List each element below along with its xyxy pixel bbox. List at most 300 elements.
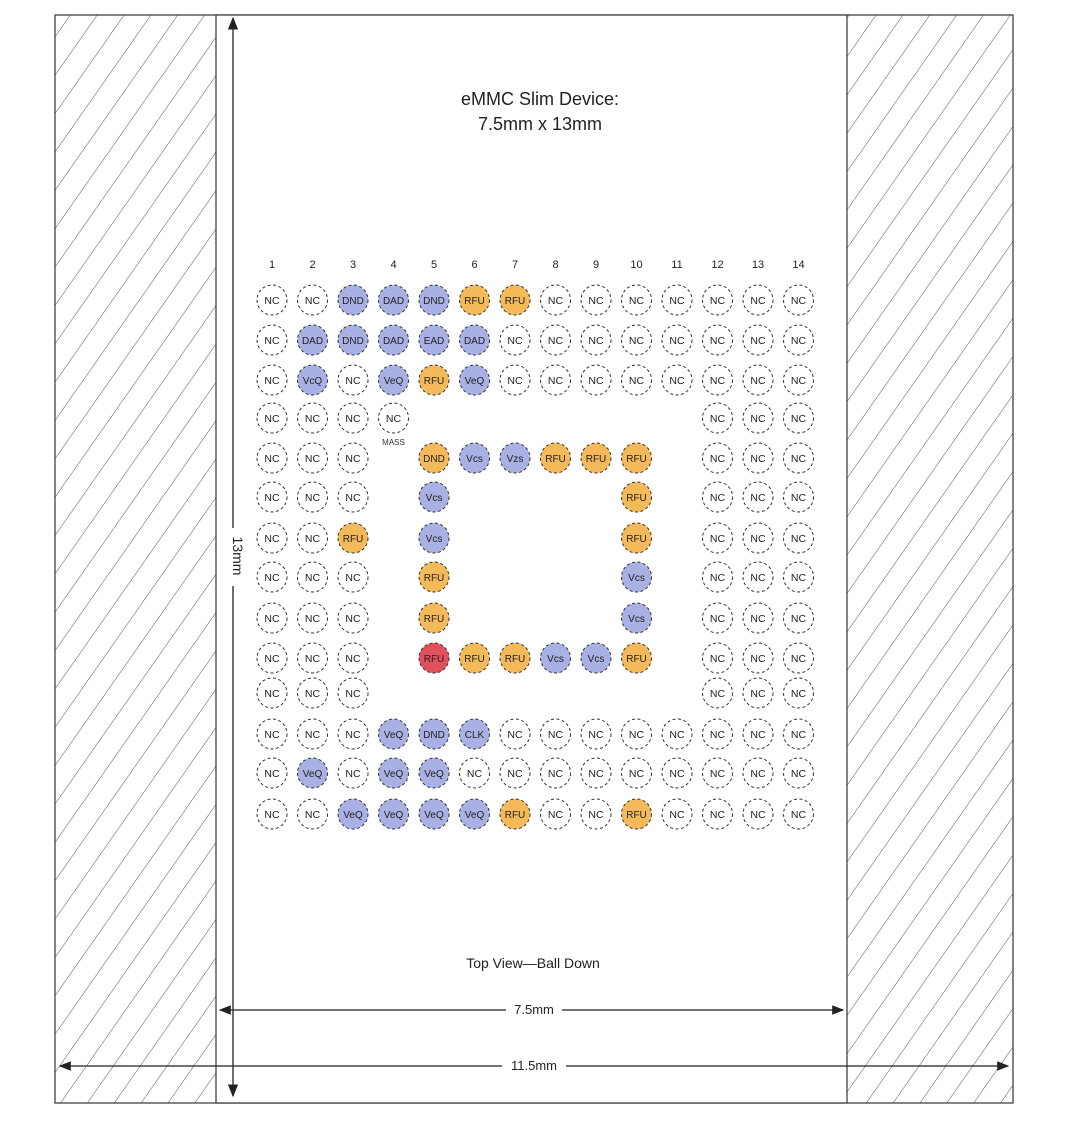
ball-label: NC [264,492,280,504]
ball [703,365,733,395]
ball-label: NC [264,653,280,665]
ball [743,325,773,355]
ball-label: RFU [423,614,445,625]
ball-label: NC [750,492,766,504]
ball [338,443,368,473]
column-label: 1 [268,259,276,271]
ball [460,643,490,673]
ball [460,285,490,315]
ball-label: NC [264,375,280,387]
ball-label: RFU [545,454,566,465]
ball [784,523,814,553]
ball-label: NC [709,492,726,504]
ball [541,799,571,829]
ball [419,285,449,315]
ball [622,325,652,355]
ball-label: RFU [626,454,647,465]
ball [784,643,814,673]
ball [338,365,368,395]
ball [257,562,287,592]
ball [784,325,814,355]
ball-label: NC [588,375,604,387]
ball [257,678,287,708]
column-label: 2 [309,259,316,271]
column-label: 12 [711,259,724,271]
ball-label: NC [345,492,361,504]
ball [379,365,409,395]
ball [622,758,652,788]
ball-label: NC [709,688,726,700]
ball-label: NC [628,768,645,780]
ball-label: NC [304,492,321,504]
ball [460,799,490,829]
ball-label: NC [264,768,280,780]
ball-label: NC [790,572,807,584]
ball-label: VeQ [383,769,404,780]
ball [703,285,733,315]
ball-label: NC [588,295,604,307]
ball-label: NC [750,375,766,387]
ball [743,403,773,433]
ball [743,643,773,673]
ball-label: RFU [342,534,364,545]
ball [379,325,409,355]
ball-label: NC [709,809,726,821]
ball-label: VeQ [383,730,404,741]
ball-label: Vcs [547,654,564,665]
ball [662,719,692,749]
ball-label: NC [507,768,523,780]
ball [581,719,611,749]
ball-label: NC [709,613,726,625]
ball-label: NC [669,295,685,307]
ball [784,443,814,473]
outer-width-dimension-label: 11.5mm [511,1058,557,1073]
ball [743,678,773,708]
ball-label: NC [507,335,523,347]
ball-label: NC [750,613,766,625]
ball-label: RFU [423,376,445,387]
ball [662,285,692,315]
ball [784,799,814,829]
ball [581,643,611,673]
ball-label: NC [264,729,280,741]
ball-label: NC [345,688,361,700]
ball-label: NC [790,413,807,425]
ball-label: NC [507,375,523,387]
ball-annotation-mass: MASS [382,438,405,447]
ball [541,325,571,355]
ball [784,603,814,633]
ball [338,285,368,315]
ball [500,285,530,315]
ball [298,562,328,592]
ball [622,562,652,592]
ball [703,562,733,592]
ball-label: NC [790,653,807,665]
ball [257,365,287,395]
ball-label: NC [790,453,807,465]
ball [298,678,328,708]
ball [298,758,328,788]
ball [419,482,449,512]
ball [419,365,449,395]
ball-label: NC [750,295,766,307]
ball [541,758,571,788]
ball-label: NC [750,653,766,665]
ball [581,443,611,473]
ball-label: NC [790,768,807,780]
ball-label: NC [709,729,726,741]
ball [622,482,652,512]
column-label: 3 [349,259,357,271]
ball-label: NC [264,453,280,465]
ball [298,285,328,315]
ball [379,719,409,749]
ball [338,603,368,633]
ball-label: NC [264,533,280,545]
ball [298,403,328,433]
ball-label: DND [423,454,445,465]
ball-label: NC [790,375,807,387]
ball-label: NC [750,533,766,545]
ball [581,758,611,788]
ball-label: NC [709,453,726,465]
ball [541,719,571,749]
ball-label: Vcs [628,614,645,625]
ball-label: NC [588,809,604,821]
ball-label: NC [304,572,321,584]
ball [298,643,328,673]
ball [703,643,733,673]
ball [541,443,571,473]
ball-label: NC [669,768,685,780]
ball [338,799,368,829]
ball-label: NC [750,572,766,584]
ball [338,758,368,788]
ball-label: NC [709,653,726,665]
ball [622,285,652,315]
ball-label: RFU [423,573,445,584]
ball [419,719,449,749]
ball-label: NC [466,768,483,780]
ball-label: NC [547,375,564,387]
ball [500,443,530,473]
column-label: 13 [751,259,765,271]
height-dimension-label: 13mm [230,536,246,576]
ball-label: NC [304,809,321,821]
ball [257,523,287,553]
ball [622,643,652,673]
ball-label: NC [750,688,766,700]
ball-label: VeQ [464,376,485,387]
ball-label: NC [264,688,280,700]
ball [419,799,449,829]
ball-label: NC [709,375,726,387]
ball [338,325,368,355]
ball-label: RFU [504,810,526,821]
ball [257,799,287,829]
ball-label: NC [588,768,604,780]
ball-label: NC [304,688,321,700]
ball-label: NC [304,295,321,307]
ball-label: NC [345,572,361,584]
ball-label: NC [547,809,564,821]
ball [500,758,530,788]
ball-label: VeQ [343,810,363,821]
ball-label: NC [790,335,807,347]
ball [379,403,409,433]
ball-label: NC [750,768,766,780]
ball-label: Vzs [506,454,524,465]
ball-label: DND [423,296,445,307]
ball [298,603,328,633]
ball-label: RFU [626,810,647,821]
ball [298,719,328,749]
ball-label: Vcs [425,493,443,504]
ball-label: NC [304,533,321,545]
ball [622,443,652,473]
ball-label: VeQ [424,810,444,821]
column-label: 6 [471,259,478,271]
ball [743,523,773,553]
ball [500,719,530,749]
ball-label: NC [385,413,402,425]
ball [662,325,692,355]
ball-label: VeQ [383,810,404,821]
ball-label: NC [547,768,564,780]
ball [298,443,328,473]
ball-label: NC [669,729,685,741]
ball [622,523,652,553]
ball [743,482,773,512]
device-body [216,15,847,1103]
ball-label: NC [709,295,726,307]
ball [784,285,814,315]
ball-label: NC [709,413,726,425]
ball [338,403,368,433]
ball [419,523,449,553]
ball-label: RFU [626,534,647,545]
ball [743,799,773,829]
ball-label: NC [264,413,280,425]
ball [703,678,733,708]
ball-label: NC [790,809,807,821]
ball [622,603,652,633]
ball-label: RFU [464,654,485,665]
ball [743,719,773,749]
ball-label: VeQ [424,769,444,780]
ball-label: RFU [464,296,485,307]
ball-label: NC [709,533,726,545]
ball [703,523,733,553]
left-hatched-area [55,15,216,1103]
ball [257,758,287,788]
ball-label: NC [628,335,645,347]
ball-label: VcQ [302,376,323,387]
ball [419,603,449,633]
ball [581,799,611,829]
ball-label: RFU [504,654,526,665]
ball-label: NC [790,295,807,307]
ball-label: NC [790,492,807,504]
ball-label: NC [264,295,280,307]
ball [500,365,530,395]
ball [743,562,773,592]
ball-label: NC [345,453,361,465]
ball-label: RFU [585,454,607,465]
ball [784,365,814,395]
ball [743,443,773,473]
ball [622,799,652,829]
ball-label: VeQ [464,810,485,821]
ball [419,758,449,788]
ball-label: NC [547,335,564,347]
ball-label: NC [750,809,766,821]
ball [784,562,814,592]
ball-label: NC [750,453,766,465]
ball [338,482,368,512]
ball [257,285,287,315]
ball [460,719,490,749]
ball-label: VeQ [302,769,323,780]
ball [460,443,490,473]
ball-label: NC [628,375,645,387]
column-label: 7 [511,259,519,271]
ball-label: DAD [463,336,486,347]
ball-label: RFU [626,654,647,665]
ball [338,562,368,592]
ball-label: NC [669,335,685,347]
ball-label: NC [588,335,604,347]
ball [743,285,773,315]
ball [460,365,490,395]
ball [338,643,368,673]
ball [541,365,571,395]
ball [460,758,490,788]
ball-label: DAD [382,296,405,307]
column-label: 5 [430,259,438,271]
ball [298,482,328,512]
column-label: 8 [552,259,559,271]
ball [743,365,773,395]
ball-label: RFU [626,493,647,504]
ball-label: NC [304,729,321,741]
ball [379,285,409,315]
ball [379,799,409,829]
ball [784,678,814,708]
ball-label: NC [345,413,361,425]
column-label: 4 [390,259,397,271]
ball-label: DAD [382,336,405,347]
ball [298,799,328,829]
right-hatched-area [847,15,1013,1103]
ball-label: NC [790,729,807,741]
ball-label: NC [304,613,321,625]
ball-label: NC [790,533,807,545]
ball [743,758,773,788]
ball-label: DND [423,730,445,741]
ball-label: RFU [504,296,526,307]
ball [662,758,692,788]
ball [622,365,652,395]
ball [257,325,287,355]
ball-label: NC [709,572,726,584]
ball-label: NC [507,729,523,741]
ball-label: NC [750,413,766,425]
ball-label: NC [709,768,726,780]
ball [338,719,368,749]
ball-label: NC [345,653,361,665]
ball [703,799,733,829]
ball-label: Vcs [425,534,443,545]
ball-label: DAD [301,336,324,347]
ball [784,482,814,512]
ball-label: NC [264,335,280,347]
ball-label: NC [304,453,321,465]
ball [581,325,611,355]
ball-label: NC [345,729,361,741]
ball [419,643,449,673]
ball [541,285,571,315]
ball-label: NC [304,653,321,665]
ball-label: NC [750,335,766,347]
column-label: 10 [630,259,643,271]
ball-label: NC [669,375,685,387]
ball-label: NC [547,729,564,741]
ball-label: NC [588,729,604,741]
ball [419,562,449,592]
ball-label: Vcs [466,454,483,465]
ball [298,523,328,553]
ball [379,758,409,788]
ball [703,719,733,749]
ball-label: DND [342,296,364,307]
ball-label: EAD [423,336,445,347]
ball-label: NC [345,375,361,387]
ball [703,758,733,788]
column-label: 9 [592,259,600,271]
column-label: 14 [792,259,805,271]
title-line-2: 7.5mm x 13mm [477,114,603,134]
ball-label: NC [264,809,280,821]
ball-label: NC [790,613,807,625]
ball [784,403,814,433]
ball-label: NC [264,613,280,625]
ball [703,325,733,355]
ball [743,603,773,633]
ball [622,719,652,749]
ball [257,403,287,433]
ball [257,603,287,633]
ball [581,365,611,395]
ball [703,482,733,512]
ball [703,403,733,433]
ball [500,325,530,355]
ball [784,719,814,749]
ball [784,758,814,788]
ball [298,325,328,355]
ball-label: NC [304,413,321,425]
title-line-1: eMMC Slim Device: [460,89,620,109]
ball [703,603,733,633]
ball-label: NC [709,335,726,347]
ball [662,365,692,395]
ball-label: NC [264,572,280,584]
ball-label: NC [790,688,807,700]
ball-label: NC [750,729,766,741]
ball-label: NC [669,809,685,821]
